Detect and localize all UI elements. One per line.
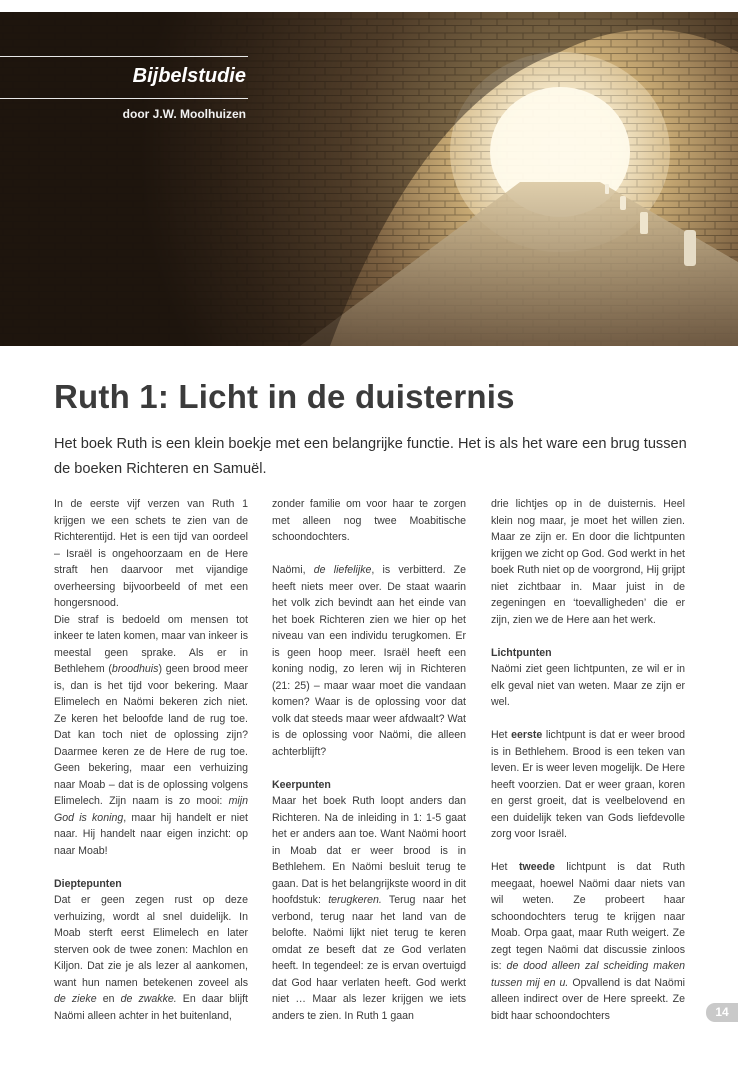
column-1 <box>54 496 248 1024</box>
paragraph: Het tweede lichtpunt is dat Ruth meegaat, hoewel Naömi daar niets van wil weten. Ze probeert haar schoondochters terug te krijgen naar Moab. Orpa gaat, maar Ruth weigert. Ze zegt tegen Naömi dat discussie zinloos is: de dood alleen zal scheiding maken tussen mij en u. Opvallend is dat Naömi alleen indirect over de Here spreekt. Ze bidt haar schoondochters <box>491 861 685 1022</box>
paragraph: Dat er geen zegen rust op deze verhuizing, wordt al snel duidelijk. In Moab sterft eerst Elimelech en later sterven ook de twee zonen: Machlon en Kiljon. Dat zie je als lezer al aankomen, want hun namen betekenen zoveel als de zieke en de zwakke. En daar blijft Naömi alleen achter in het buitenland, <box>54 894 248 1022</box>
page-number-badge: 14 <box>706 1003 738 1022</box>
paragraph: zonder familie om voor haar te zorgen met alleen nog twee Moabitische schoondochters. <box>272 498 466 543</box>
paragraph: Naömi ziet geen lichtpunten, ze wil er in elk geval niet van weten. Maar ze zijn er wel. <box>491 663 685 708</box>
paragraph: In de eerste vijf verzen van Ruth 1 krijgen we een schets te zien van de Richterentijd. Het is een tijd van oordeel – Israël is ongehoorzaam en de Here straft hen daarvoor met vijandige overheersing bijvoorbeeld of met een hongersnood. <box>54 498 248 609</box>
column-2 <box>272 496 466 1024</box>
header-rule-bottom <box>0 98 248 99</box>
paragraph: Maar het boek Ruth loopt anders dan Richteren. Na de inleiding in 1: 1-5 gaat het er anders aan toe. Want Naömi hoort in Moab dat er weer brood is in Bethlehem. En Naömi besluit terug te gaan. Dat is het belangrijkste woord in dit hoofdstuk: terugkeren. Terug naar het verbond, terug naar het land van de belofte. Naömi lijkt niet terug te keren omdat ze beseft dat ze God verlaten heeft. In tegendeel: ze is ervan overtuigd dat God haar verlaten heeft. God werkt niet … Maar als lezer krijgen we iets anders te zien. In Ruth 1 gaan <box>272 795 466 1022</box>
paragraph: drie lichtjes op in de duisternis. Heel klein nog maar, je moet het willen zien. Maar ze zijn er. En door die lichtpunten krijgen we zicht op God. God werkt in het boek Ruth niet op de voorgrond, Hij grijpt niet zichtbaar in. Maar juist in de zegeningen en ‘toevalligheden’ die er zijn, zien we de Here aan het werk. <box>491 498 685 626</box>
article-title: Ruth 1: Licht in de duisternis <box>54 378 515 415</box>
header-photo-tunnel <box>0 12 738 346</box>
article-lead: Het boek Ruth is een klein boekje met een belangrijke functie. Het is als het ware een brug tussen de boeken Richteren en Samuël. <box>54 436 687 477</box>
section-heading: Dieptepunten <box>54 877 122 890</box>
series-title: Bijbelstudie <box>132 65 246 87</box>
section-heading: Lichtpunten <box>491 646 552 659</box>
paragraph: Die straf is bedoeld om mensen tot inkeer te laten komen, maar van inkeer is meestal geen sprake. Als er in Bethlehem (broodhuis) geen brood meer is, dan is het tijd voor bekering. Maar Elimelech en Naömi bekeren zich niet. Ze keren het beloofde land de rug toe. Dat kan toch niet de oplossing zijn? Daarmee keren ze de Here de rug toe. Geen bekering, maar een verhuizing naar Moab – dat is de oplossing volgens Elimelech. Zijn naam is zo mooi: mijn God is koning, maar hij handelt er niet naar. Hij handelt naar eigen inzicht: op naar Moab! <box>54 613 249 857</box>
column-3 <box>491 496 685 1024</box>
paragraph: Het eerste lichtpunt is dat er weer brood is in Bethlehem. Brood is een teken van leven. Er is weer leven mogelijk. De Here heeft voorzien. Dat er weer graan, koren en gerst groeit, dat is veelbelovend en een duidelijk teken van Gods liefdevolle zorg voor Israël. <box>491 729 685 840</box>
tunnel-illustration <box>0 12 738 346</box>
paragraph: Naömi, de liefelijke, is verbitterd. Ze heeft niets meer over. De staat waarin het volk zich bevindt aan het einde van het boek Richteren zien we hier op het niveau van een individu terugkomen. Er is geen hoop meer. Israël heeft een koning nodig, zo leren wij in Richteren (21: 25) – maar waar moet die vandaan komen? Waar is de oplossing voor dat volk dat steeds maar weer afdwaalt? Wat is de oplossing voor Naömi, die alleen achterblijft? <box>272 564 467 758</box>
author-byline: door J.W. Moolhuizen <box>122 107 246 121</box>
header-rule-top <box>0 56 248 57</box>
section-heading: Keerpunten <box>272 778 331 791</box>
